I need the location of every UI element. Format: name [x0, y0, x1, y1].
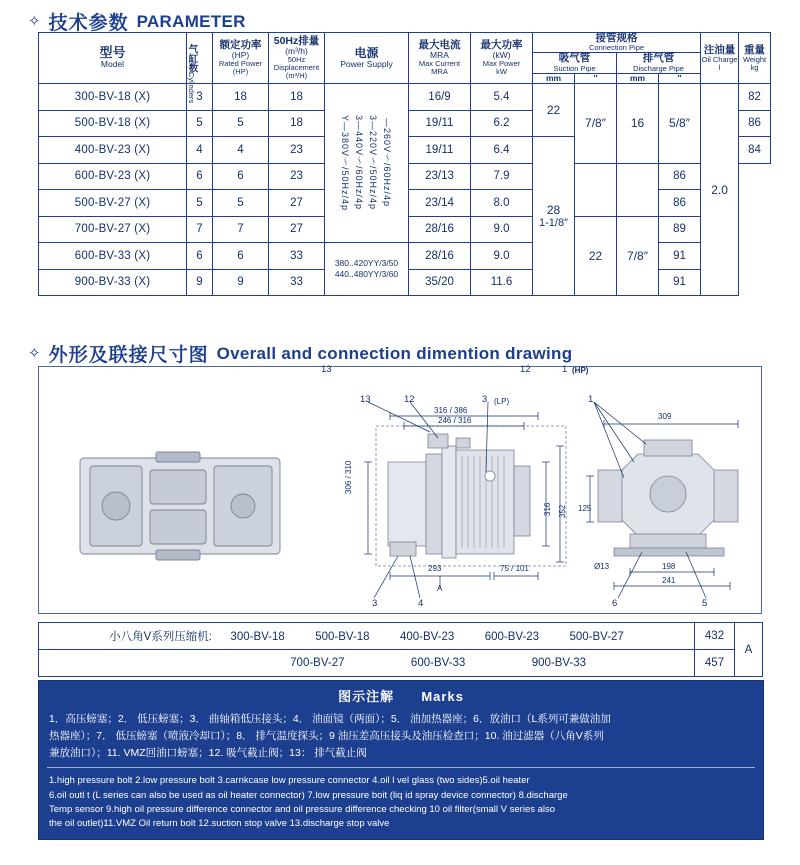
- th-discharge-cn: 排气管: [642, 52, 675, 65]
- cell-rated-power: 6: [213, 163, 269, 190]
- cell-weight: 82: [739, 84, 771, 111]
- plan-view-left: [80, 452, 280, 560]
- th-disp-en-unit: (m³/H): [285, 71, 308, 81]
- marks-title: [39, 681, 763, 709]
- dim-125: 125: [578, 504, 592, 513]
- cell-rated-power: 9: [213, 269, 269, 296]
- th-discharge-pipe: [617, 53, 701, 73]
- label-5-bottom: 5: [702, 598, 708, 609]
- section2-title-en: Overall and connection dimention drawing: [216, 343, 573, 363]
- dim-309: 309: [658, 412, 672, 421]
- dim-198: 198: [662, 562, 676, 571]
- callout-hp: (HP): [572, 366, 589, 375]
- cell-displacement: 27: [269, 190, 325, 217]
- cell-rated-power: 18: [213, 84, 269, 111]
- cell-max-current: 28/16: [409, 216, 471, 243]
- cell-model: 900-BV-33 (X): [39, 269, 187, 296]
- cell-displacement: 23: [269, 137, 325, 164]
- th-maxpower-unit: (kW): [492, 49, 511, 60]
- table-row: [39, 623, 763, 650]
- cell-max-power: 9.0: [471, 216, 533, 243]
- cell-cylinders: 9: [187, 269, 213, 296]
- cell-max-current: 28/16: [409, 243, 471, 270]
- section1-title-cn: 技术参数: [48, 13, 129, 34]
- cell-model: 700-BV-27 (X): [39, 216, 187, 243]
- model-300-bv-18: 300-BV-18: [230, 631, 285, 643]
- th-oil-en: Oil Charge: [701, 54, 738, 64]
- marks-title-cn: 图示注解: [338, 689, 395, 704]
- cell-model: 300-BV-18 (X): [39, 84, 187, 111]
- power-supply-last-2: 440..480YY/3/60: [334, 269, 399, 280]
- table-row: [39, 84, 771, 111]
- table-row: [39, 650, 763, 677]
- section-heading-parameter: [0, 8, 246, 35]
- cell-cylinders: 5: [187, 110, 213, 137]
- cell-model: 600-BV-23 (X): [39, 163, 187, 190]
- cell-series-row2: [39, 650, 695, 677]
- cell-discharge-inch-top: 5/8″: [659, 84, 701, 164]
- diamond-icon-2: ✧: [28, 345, 41, 362]
- th-suction-mm: mm: [533, 73, 575, 83]
- cell-weight: 89: [659, 216, 701, 243]
- cell-max-current: 23/13: [409, 163, 471, 190]
- cell-cylinders: 5: [187, 190, 213, 217]
- label-12: 12: [404, 394, 415, 405]
- cell-displacement: 33: [269, 269, 325, 296]
- cell-rated-power: 7: [213, 216, 269, 243]
- section-heading-drawing: [0, 340, 572, 367]
- th-current-en-code: MRA: [431, 67, 448, 77]
- th-suction-en: Suction Pipe: [553, 63, 596, 73]
- th-pipe-en: Connection Pipe: [589, 43, 645, 53]
- model-400-bv-23: 400-BV-23: [399, 631, 455, 643]
- marks-en-line-3: Temp sensor 9.high oil pressure difference connector and oil pressure difference checking 10 oil filter(small V series also: [49, 803, 556, 815]
- drawing-svg: [38, 366, 762, 614]
- marks-en-line-1: 1.high pressure bolt 2.low pressure bolt 3.carnkcase low pressure connector 4.oil l vel glass (two sides)5.oil heater: [49, 775, 530, 787]
- th-connection-pipe: [533, 33, 701, 53]
- th-suction-pipe: [533, 53, 617, 73]
- dim-316-386: 316 / 386: [434, 406, 468, 415]
- model-700-bv-27: 700-BV-27: [290, 657, 345, 669]
- th-rated-power: [213, 33, 269, 84]
- th-weight-en: Weight: [742, 54, 767, 64]
- dim-306-310: 306 / 310: [344, 460, 353, 494]
- label-13: 13: [360, 394, 371, 405]
- label-3: 3: [482, 394, 488, 405]
- cell-weight: 91: [659, 243, 701, 270]
- marks-en-body: [39, 772, 763, 839]
- label-3-bottom: 3: [372, 598, 378, 609]
- callout-12-top: 12: [520, 364, 531, 375]
- power-supply-line-4: —260V～/60Hz/4p: [382, 118, 392, 208]
- cell-displacement: 18: [269, 110, 325, 137]
- cell-power-supply-group: [325, 84, 409, 243]
- cell-value-432: 432: [695, 623, 735, 650]
- suction-mm-bottom-value: 28: [546, 203, 561, 218]
- th-maxpower-en: Max Power: [482, 59, 521, 69]
- model-500-bv-27: 500-BV-27: [569, 631, 624, 643]
- cell-weight: 86: [659, 190, 701, 217]
- th-power-cn: 电源: [354, 45, 379, 60]
- th-max-power: [471, 33, 533, 84]
- table-row: [39, 243, 771, 270]
- power-supply-line-3: 3—220V～/50Hz/4p: [368, 115, 378, 211]
- cell-weight: 91: [659, 269, 701, 296]
- th-oil-charge: [701, 33, 739, 84]
- th-rated-unit: (HP): [231, 49, 250, 60]
- th-suction-cn: 吸气管: [558, 52, 591, 65]
- cell-cylinders: 7: [187, 216, 213, 243]
- th-cylinders: [186, 33, 213, 104]
- dim-293: 293: [428, 564, 442, 573]
- th-disp-cn: 50Hz排量: [273, 34, 320, 47]
- drawing-area: [38, 366, 762, 614]
- label-6-bottom: 6: [612, 598, 618, 609]
- power-supply-line-1: Y—380V～/50Hz/4p: [340, 114, 350, 212]
- model-summary-table: [38, 622, 762, 677]
- cell-power-supply-last: [325, 243, 409, 296]
- power-supply-line-2: 3—440V～/60Hz/4p: [354, 115, 364, 211]
- dim-241: 241: [662, 576, 676, 585]
- th-model-en: Model: [100, 59, 125, 70]
- cell-series-row1: [39, 623, 695, 650]
- cell-model: 600-BV-33 (X): [39, 243, 187, 270]
- label-lp: (LP): [494, 397, 510, 406]
- th-discharge-en: Discharge Pipe: [633, 63, 684, 73]
- th-power-supply: [325, 33, 409, 84]
- cell-rated-power: 5: [213, 110, 269, 137]
- cell-oil-charge: 2.0: [701, 84, 739, 296]
- dim-dia13: Ø13: [594, 562, 610, 571]
- th-model-cn: 型号: [99, 45, 126, 61]
- cell-discharge-mm-bottom: 22: [575, 216, 617, 296]
- th-weight-cn: 重量: [744, 43, 766, 56]
- th-current-en: Max Current: [418, 59, 461, 69]
- marks-cn-line-3: 兼放油口）；11. VMZ回油口螃塞；12. 吸气截止阀；13： 排气截止阀: [49, 746, 367, 759]
- cell-model: 400-BV-23 (X): [39, 137, 187, 164]
- cell-cylinders: 6: [187, 163, 213, 190]
- model-500-bv-18: 500-BV-18: [315, 631, 370, 643]
- th-rated-cn: 额定功率: [219, 38, 262, 51]
- model-600-bv-33: 600-BV-33: [410, 657, 466, 669]
- marks-divider: [47, 767, 755, 768]
- cell-rated-power: 6: [213, 243, 269, 270]
- suction-inch-bottom-value: 1-1/8″: [539, 217, 568, 230]
- th-discharge-inch: ″: [659, 73, 701, 83]
- cell-displacement: 23: [269, 163, 325, 190]
- dim-246-316: 246 / 316: [438, 416, 472, 425]
- section2-title-cn: 外形及联接尺寸图: [48, 345, 209, 366]
- parameter-table: [38, 32, 767, 296]
- th-maxpower-en-unit: kW: [496, 67, 507, 77]
- cell-max-current: 19/11: [409, 137, 471, 164]
- th-weight-unit: kg: [750, 63, 759, 73]
- cell-max-power: 7.9: [471, 163, 533, 190]
- cell-displacement: 27: [269, 216, 325, 243]
- cell-suction-mm-top: 22: [533, 84, 575, 137]
- cell-cylinders: 4: [187, 137, 213, 164]
- th-discharge-mm: mm: [617, 73, 659, 83]
- dim-316: 316: [543, 502, 552, 516]
- cell-max-power: 6.2: [471, 110, 533, 137]
- cell-max-current: 19/11: [409, 110, 471, 137]
- cell-suction-mm-bottom: [533, 137, 575, 296]
- marks-en-line-2: 6.oil outl t (L series can also be used as oil heater connector) 7.low pressure boit (liq id spray device connector) 8.discharge: [49, 789, 568, 801]
- dim-A: A: [437, 584, 443, 593]
- th-weight: [739, 33, 771, 84]
- cell-weight: 86: [739, 110, 771, 137]
- dim-352: 352: [558, 504, 567, 518]
- model-900-bv-33: 900-BV-33: [531, 657, 587, 669]
- cell-weight: 86: [659, 163, 701, 190]
- cell-max-power: 8.0: [471, 190, 533, 217]
- model-600-bv-23: 600-BV-23: [484, 631, 540, 643]
- marks-cn-body: [39, 709, 763, 765]
- th-max-current: [409, 33, 471, 84]
- cell-max-current: 35/20: [409, 269, 471, 296]
- th-cylinders-en: Cylinders: [187, 72, 197, 104]
- th-oil-unit: l: [718, 63, 721, 73]
- th-current-code: MRA: [430, 49, 449, 60]
- th-power-en: Power Supply: [340, 58, 393, 69]
- th-maxpower-cn: 最大功率: [480, 38, 523, 51]
- th-displacement: [269, 33, 325, 84]
- th-rated-en: Rated Power: [218, 59, 263, 69]
- diamond-icon: ✧: [28, 13, 41, 30]
- th-disp-en: 50Hz Displacement: [273, 55, 320, 73]
- callout-1-top: 1: [562, 364, 568, 375]
- cell-discharge-mm-top: 16: [617, 84, 659, 164]
- power-supply-last-1: 380..420YY/3/50: [334, 257, 399, 268]
- cell-max-power: 9.0: [471, 243, 533, 270]
- cell-rated-power: 5: [213, 190, 269, 217]
- label-1-right: 1: [588, 394, 594, 405]
- cell-max-power: 5.4: [471, 84, 533, 111]
- callout-13-top: 13: [321, 364, 332, 375]
- cell-model: 500-BV-18 (X): [39, 110, 187, 137]
- th-cylinders-cn: 气缸数: [186, 43, 198, 73]
- th-rated-en-unit: (HP): [232, 67, 249, 77]
- th-oil-cn: 注油量: [703, 43, 736, 56]
- cell-max-current: 23/14: [409, 190, 471, 217]
- cell-max-power: 6.4: [471, 137, 533, 164]
- marks-en-line-4: the oil outlet)11.VMZ Oil return bolt 12.suction stop valve 13.discharge stop valve: [49, 818, 390, 830]
- cell-weight: 84: [739, 137, 771, 164]
- label-4-bottom: 4: [418, 598, 424, 609]
- cell-rated-power: 4: [213, 137, 269, 164]
- cell-cylinders: 6: [187, 243, 213, 270]
- th-current-cn: 最大电流: [418, 38, 461, 51]
- section1-title-en: PARAMETER: [136, 11, 246, 31]
- cell-displacement: 18: [269, 84, 325, 111]
- cell-max-current: 16/9: [409, 84, 471, 111]
- series-label: 小八角V系列压缩机:: [109, 631, 213, 643]
- cell-cylinders: 3: [187, 84, 213, 111]
- marks-cn-line-2: 热器座）；7． 低压螃塞（喷液冷却口）；8． 排气温度探头；9 油压差高压接头及油压检查口；10. 油过滤器（八角V系列: [49, 729, 604, 742]
- cell-discharge-empty: [575, 163, 617, 216]
- cell-suction-inch-top: 7/8″: [575, 84, 617, 164]
- dim-75-101: 75 / 101: [500, 564, 529, 573]
- marks-title-en: Marks: [421, 689, 464, 704]
- cell-value-457: 457: [695, 650, 735, 677]
- th-pipe-cn: 接管规格: [595, 32, 638, 44]
- cell-col-label-A: A: [735, 623, 763, 677]
- cell-discharge-inch-bottom: 7/8″: [617, 216, 659, 296]
- cell-model: 500-BV-27 (X): [39, 190, 187, 217]
- th-disp-unit: (m³/h): [285, 45, 308, 56]
- marks-cn-line-1: 1．高压螃塞；2． 低压螃塞；3． 曲轴箱低压接头；4． 油面镜（两面）；5． 油加热器座；6．放油口（L系列可兼做油加: [49, 713, 611, 725]
- th-model: [39, 33, 187, 84]
- cell-displacement: 33: [269, 243, 325, 270]
- cell-discharge-empty2: [617, 163, 659, 216]
- th-suction-inch: ″: [575, 73, 617, 83]
- marks-block: [38, 680, 764, 840]
- cell-max-power: 11.6: [471, 269, 533, 296]
